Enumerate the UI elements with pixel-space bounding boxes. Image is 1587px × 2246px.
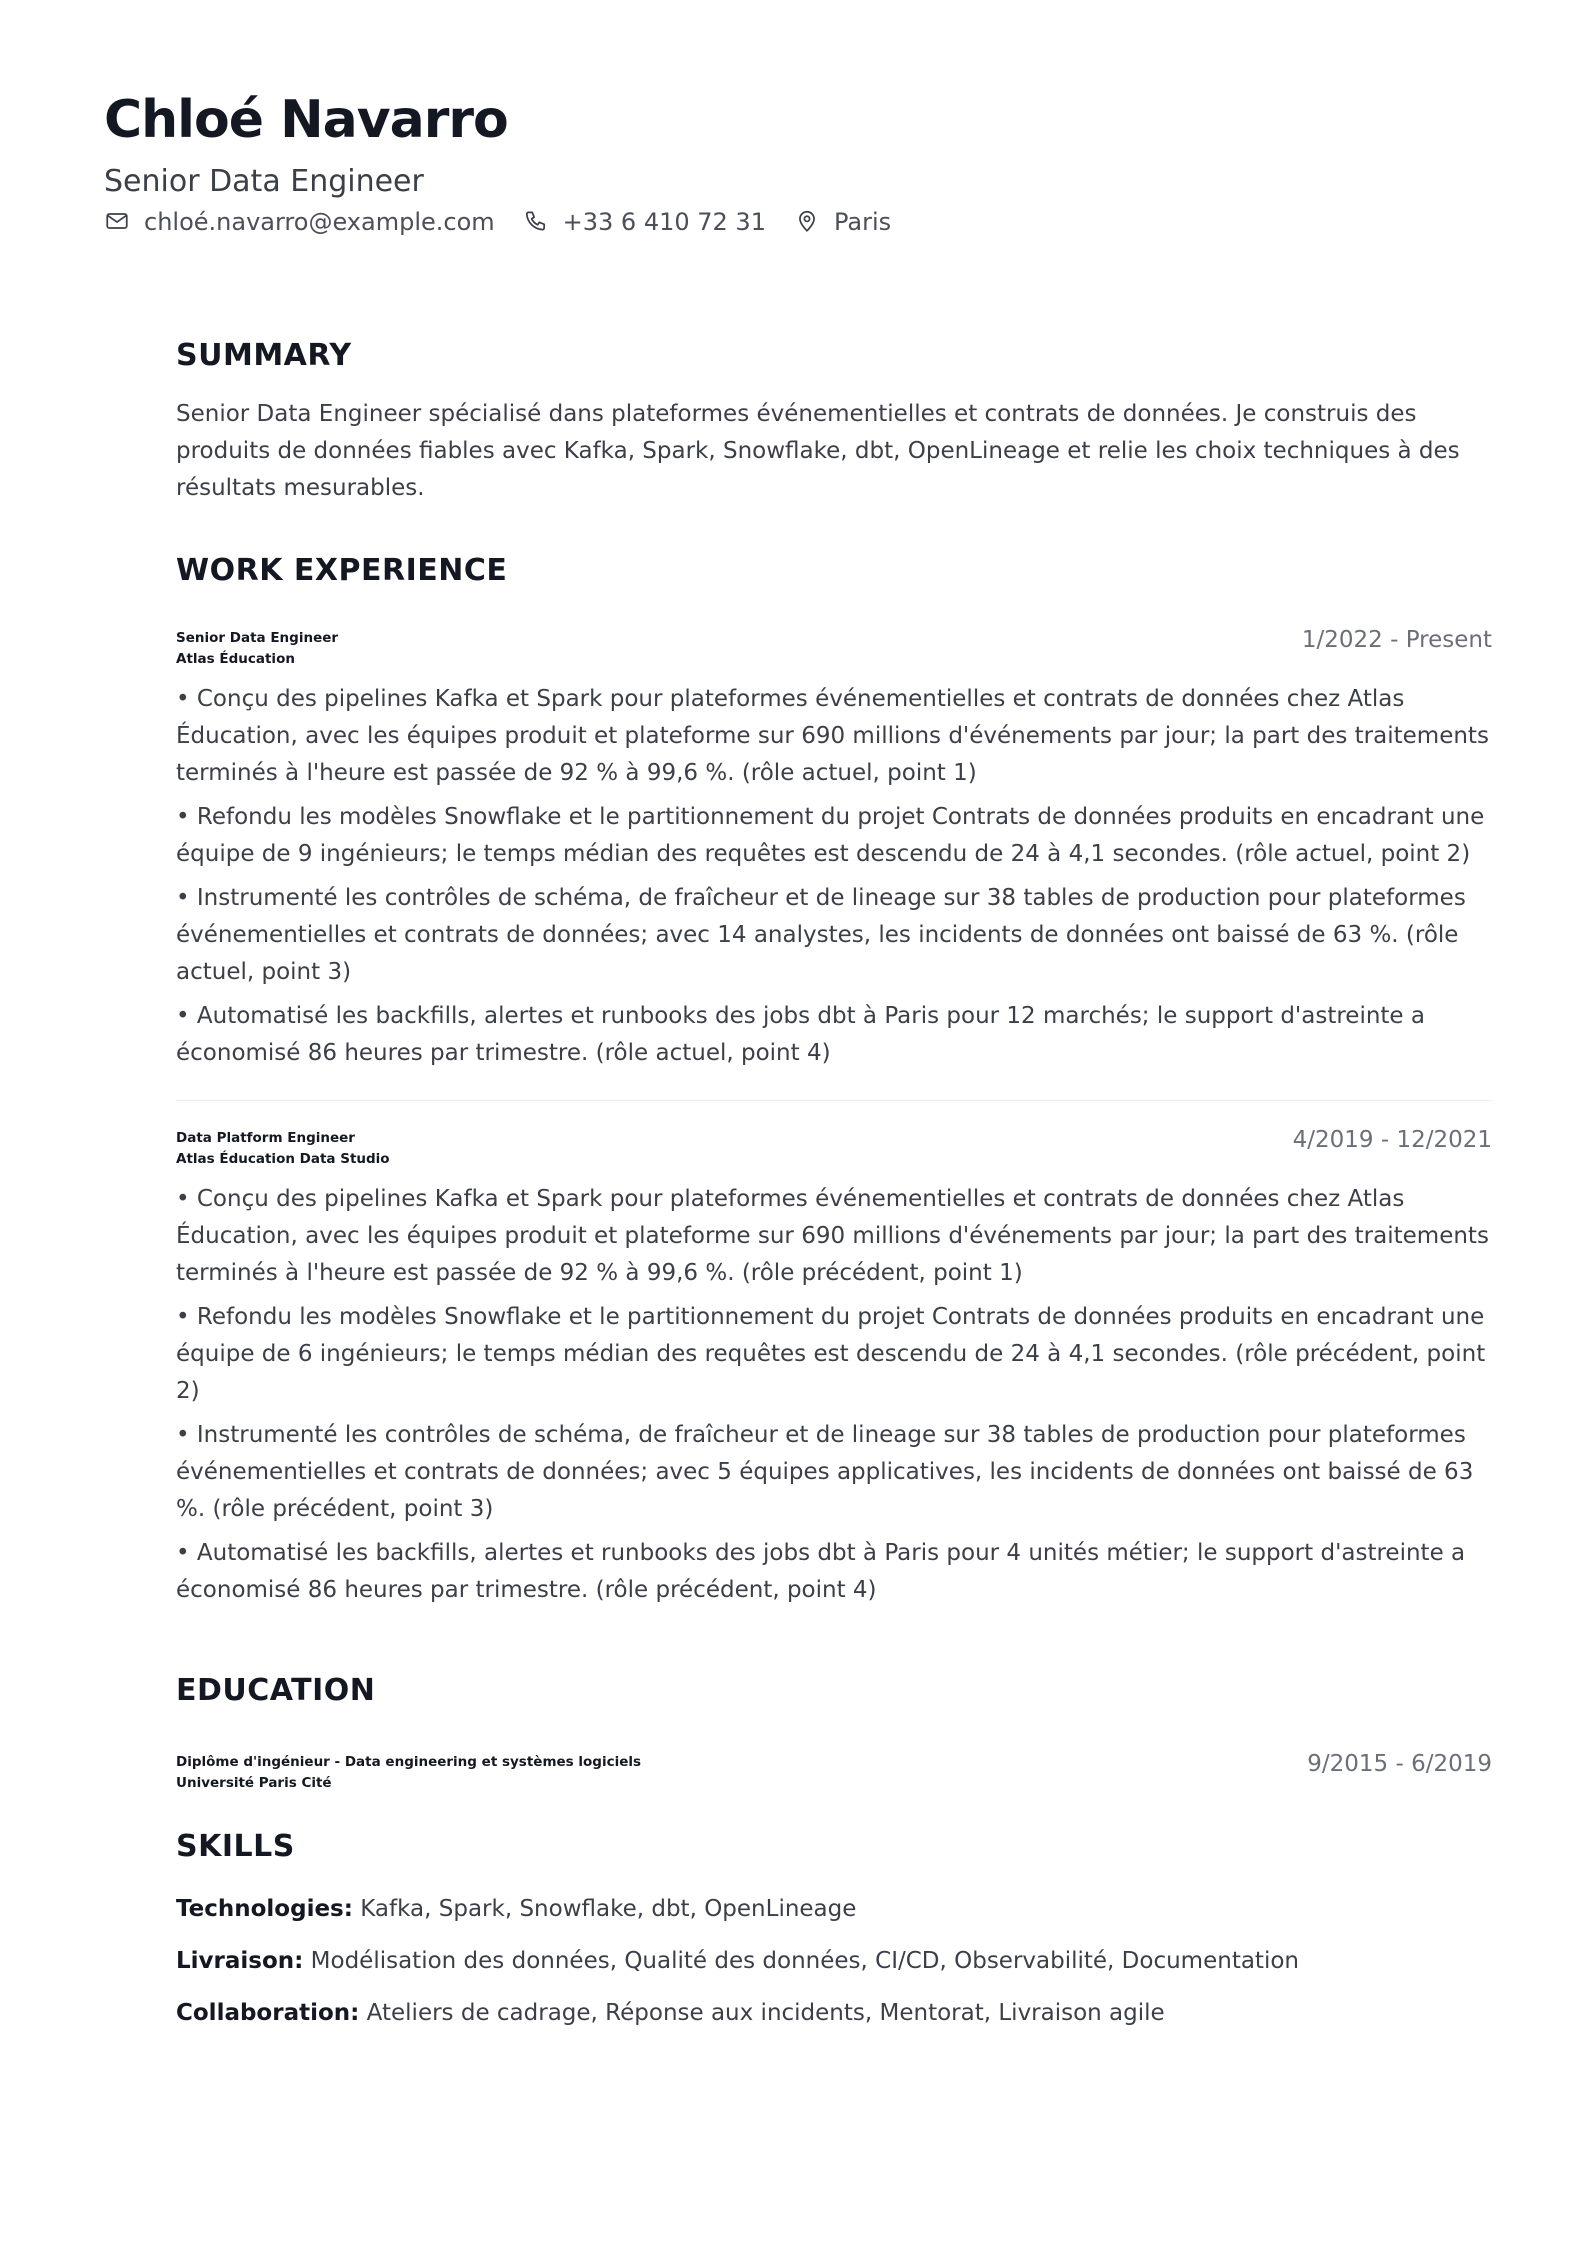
job-bullet: • Instrumenté les contrôles de schéma, de fraîcheur et de lineage sur 38 tables de production pour plateformes événementielles et contrats de données; avec 14 analystes, les incidents de données ont baissé de 63 %. (rôle actuel, point 3) [176,885,1466,985]
job-bullets [176,1181,1492,1609]
education-titles [176,1751,641,1793]
resume-header [104,86,919,236]
work-experience-heading: WORK EXPERIENCE [176,553,508,588]
resume-body [176,336,1492,2049]
job-dates: 4/2019 - 12/2021 [1292,1127,1492,1153]
job-titles [176,1127,390,1169]
skill-value: Ateliers de cadrage, Réponse aux incidents, Mentorat, Livraison agile [366,2000,1165,2026]
envelope-icon [104,208,132,236]
job-bullets [176,681,1492,1072]
job-dates: 1/2022 - Present [1301,627,1492,653]
job-bullet: • Refondu les modèles Snowflake et le partitionnement du projet Contrats de données produits en encadrant une équipe de 6 ingénieurs; le temps médian des requêtes est descendu de 24 à 4,1 secondes. (rôle précédent, point 2) [176,1304,1486,1404]
education-heading: EDUCATION [176,1673,376,1708]
skills-list [176,1893,1492,2029]
job-role: Data Platform Engineer [176,1130,355,1146]
job-titles [176,627,338,669]
skill-row [176,1997,1492,2029]
skill-label: Collaboration: [176,2000,360,2026]
phone-text: +33 6 410 72 31 [562,208,766,236]
skill-label: Livraison: [176,1948,304,1974]
contact-phone[interactable] [523,208,766,236]
candidate-name: Chloé Navarro [104,90,508,150]
skill-value: Kafka, Spark, Snowflake, dbt, OpenLineage [360,1896,857,1922]
education-dates: 9/2015 - 6/2019 [1307,1751,1492,1777]
email-text: chloé.navarro@example.com [144,208,495,236]
contact-email[interactable] [104,208,495,236]
skill-row [176,1893,1492,1925]
skill-row [176,1945,1492,1977]
job-entry [176,1100,1492,1609]
job-header [176,627,1492,669]
job-company: Atlas Éducation Data Studio [176,1151,390,1167]
job-entry [176,627,1492,1072]
job-bullet: • Refondu les modèles Snowflake et le partitionnement du projet Contrats de données produits en encadrant une équipe de 9 ingénieurs; le temps médian des requêtes est descendu de 24 à 4,1 secondes. (rôle actuel, point 2) [176,804,1485,867]
job-company: Atlas Éducation [176,651,295,667]
candidate-headline: Senior Data Engineer [104,164,424,199]
phone-icon [523,208,551,236]
summary-heading: SUMMARY [176,338,352,373]
education-school: Université Paris Cité [176,1775,332,1791]
contact-location [794,208,891,236]
education-entry [176,1751,1492,1793]
skills-heading: SKILLS [176,1829,295,1864]
job-bullet: • Automatisé les backfills, alertes et runbooks des jobs dbt à Paris pour 4 unités métier; le support d'astreinte a économisé 86 heures par trimestre. (rôle précédent, point 4) [176,1540,1466,1603]
skill-label: Technologies: [176,1896,353,1922]
map-pin-icon [794,208,822,236]
contact-bar [104,208,919,236]
skill-value: Modélisation des données, Qualité des données, CI/CD, Observabilité, Documentation [310,1948,1299,1974]
work-experience-section [176,551,1492,1609]
summary-section [176,336,1492,507]
education-degree: Diplôme d'ingénieur - Data engineering et systèmes logiciels [176,1754,642,1770]
summary-text: Senior Data Engineer spécialisé dans plateformes événementielles et contrats de données. Je construis des produits de données fiables avec Kafka, Spark, Snowflake, dbt, OpenLineage et relie les choix techniques à des résultats mesurables. [176,401,1460,501]
location-text: Paris [833,208,892,236]
job-bullet: • Conçu des pipelines Kafka et Spark pour plateformes événementielles et contrats de données chez Atlas Éducation, avec les équipes produit et plateforme sur 690 millions d'événements par jour; la part des traitements terminés à l'heure est passée de 92 % à 99,6 %. (rôle précédent, point 1) [176,1186,1489,1286]
education-section [176,1671,1492,1793]
skills-section [176,1827,1492,2029]
job-bullet: • Instrumenté les contrôles de schéma, de fraîcheur et de lineage sur 38 tables de production pour plateformes événementielles et contrats de données; avec 5 équipes applicatives, les incidents de données ont baissé de 63 %. (rôle précédent, point 3) [176,1422,1474,1522]
job-bullet: • Automatisé les backfills, alertes et runbooks des jobs dbt à Paris pour 12 marchés; le support d'astreinte a économisé 86 heures par trimestre. (rôle actuel, point 4) [176,1003,1425,1066]
job-header [176,1127,1492,1169]
job-role: Senior Data Engineer [176,630,339,646]
job-bullet: • Conçu des pipelines Kafka et Spark pour plateformes événementielles et contrats de données chez Atlas Éducation, avec les équipes produit et plateforme sur 690 millions d'événements par jour; la part des traitements terminés à l'heure est passée de 92 % à 99,6 %. (rôle actuel, point 1) [176,686,1489,786]
